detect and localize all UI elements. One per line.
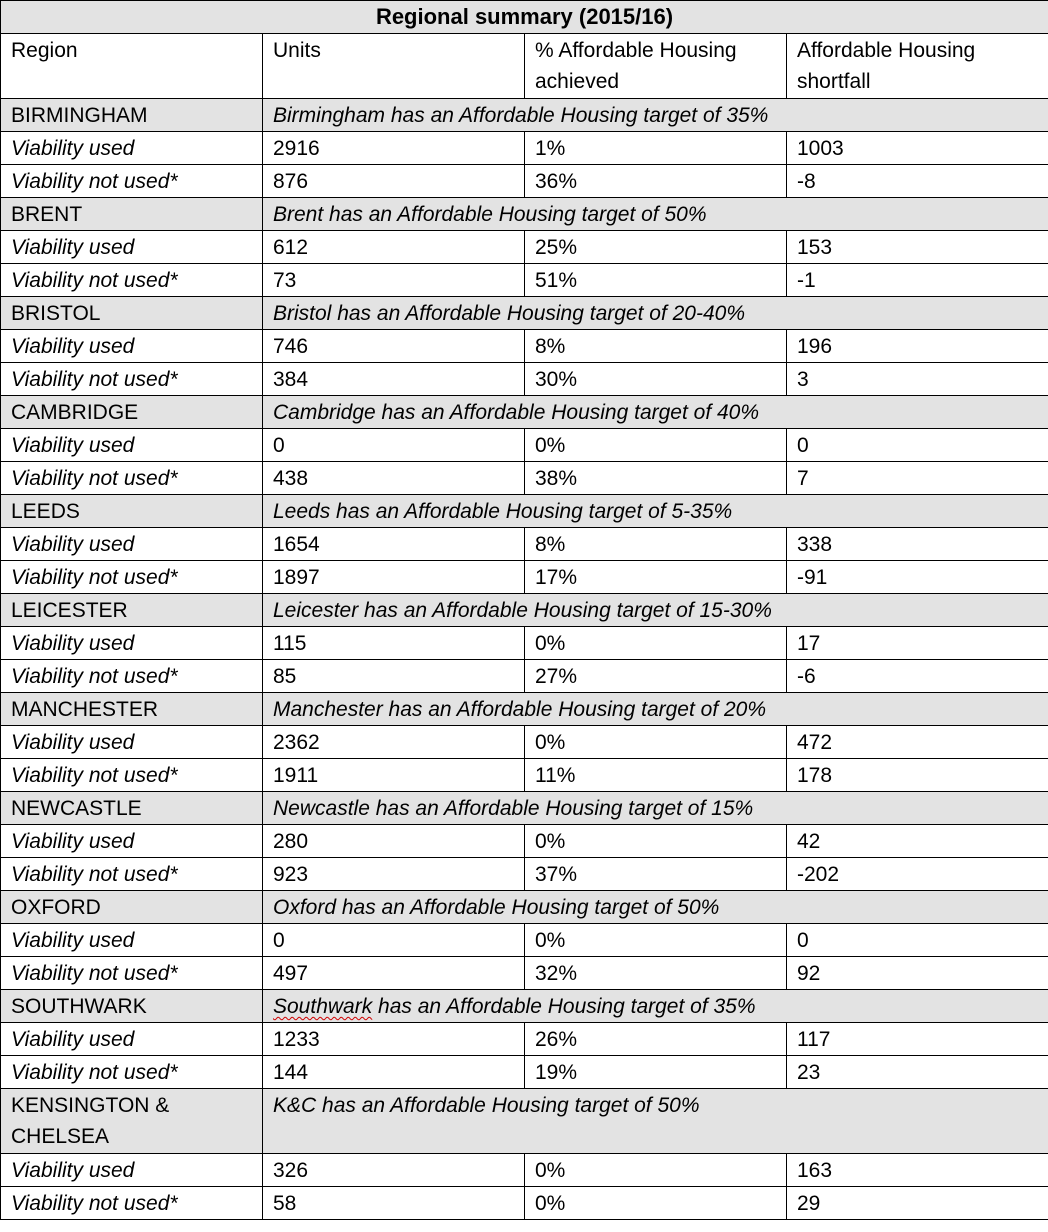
shortfall-cell: 163 bbox=[787, 1154, 1048, 1187]
units-cell: 115 bbox=[263, 627, 525, 660]
units-cell: 2362 bbox=[263, 726, 525, 759]
region-row bbox=[1, 99, 1048, 132]
row-label: Viability used bbox=[1, 330, 263, 363]
region-target-text: has an Affordable Housing target of 15-30% bbox=[358, 599, 772, 622]
region-target-text: has an Affordable Housing target of 5-35% bbox=[330, 500, 733, 523]
region-target-name: Cambridge bbox=[273, 401, 376, 424]
units-cell: 144 bbox=[263, 1056, 525, 1089]
row-label: Viability not used* bbox=[1, 759, 263, 792]
row-label: Viability used bbox=[1, 1023, 263, 1056]
region-target bbox=[263, 792, 1048, 825]
shortfall-cell: 23 bbox=[787, 1056, 1048, 1089]
table-row bbox=[1, 627, 1048, 660]
row-label: Viability used bbox=[1, 924, 263, 957]
region-target bbox=[263, 495, 1048, 528]
region-row bbox=[1, 693, 1048, 726]
shortfall-cell: 178 bbox=[787, 759, 1048, 792]
table-row bbox=[1, 561, 1048, 594]
column-header-units: Units bbox=[263, 34, 525, 99]
region-name: LEEDS bbox=[1, 495, 263, 528]
row-label: Viability used bbox=[1, 429, 263, 462]
region-target-name: Oxford bbox=[273, 896, 337, 919]
pct-achieved-cell: 32% bbox=[525, 957, 787, 990]
shortfall-cell: 338 bbox=[787, 528, 1048, 561]
region-row bbox=[1, 1089, 1048, 1154]
region-target bbox=[263, 297, 1048, 330]
region-target-name: Leeds bbox=[273, 500, 331, 523]
table-row bbox=[1, 1023, 1048, 1056]
region-row bbox=[1, 297, 1048, 330]
region-target-name: Southwark bbox=[273, 995, 373, 1018]
table-row bbox=[1, 858, 1048, 891]
units-cell: 1897 bbox=[263, 561, 525, 594]
region-name: BRENT bbox=[1, 198, 263, 231]
table-row bbox=[1, 330, 1048, 363]
units-cell: 1654 bbox=[263, 528, 525, 561]
units-cell: 58 bbox=[263, 1187, 525, 1220]
region-name: MANCHESTER bbox=[1, 693, 263, 726]
shortfall-cell: 117 bbox=[787, 1023, 1048, 1056]
pct-achieved-cell: 25% bbox=[525, 231, 787, 264]
region-target-text: has an Affordable Housing target of 35% bbox=[385, 104, 769, 127]
shortfall-cell: -202 bbox=[787, 858, 1048, 891]
region-target-text: has an Affordable Housing target of 35% bbox=[372, 995, 756, 1018]
table-row bbox=[1, 759, 1048, 792]
units-cell: 438 bbox=[263, 462, 525, 495]
units-cell: 73 bbox=[263, 264, 525, 297]
shortfall-cell: 17 bbox=[787, 627, 1048, 660]
region-name: SOUTHWARK bbox=[1, 990, 263, 1023]
shortfall-cell: 7 bbox=[787, 462, 1048, 495]
shortfall-cell: 0 bbox=[787, 924, 1048, 957]
units-cell: 384 bbox=[263, 363, 525, 396]
shortfall-cell: -8 bbox=[787, 165, 1048, 198]
units-cell: 1911 bbox=[263, 759, 525, 792]
row-label: Viability used bbox=[1, 528, 263, 561]
units-cell: 612 bbox=[263, 231, 525, 264]
table-row bbox=[1, 660, 1048, 693]
region-target bbox=[263, 198, 1048, 231]
row-label: Viability not used* bbox=[1, 462, 263, 495]
units-cell: 2916 bbox=[263, 132, 525, 165]
row-label: Viability not used* bbox=[1, 561, 263, 594]
region-target bbox=[263, 693, 1048, 726]
shortfall-cell: 29 bbox=[787, 1187, 1048, 1220]
table-row bbox=[1, 1187, 1048, 1220]
row-label: Viability not used* bbox=[1, 1056, 263, 1089]
pct-achieved-cell: 36% bbox=[525, 165, 787, 198]
region-target-text: has an Affordable Housing target of 50% bbox=[316, 1094, 700, 1117]
table-row bbox=[1, 726, 1048, 759]
region-row bbox=[1, 990, 1048, 1023]
table-row bbox=[1, 429, 1048, 462]
region-target bbox=[263, 594, 1048, 627]
units-cell: 85 bbox=[263, 660, 525, 693]
pct-achieved-cell: 0% bbox=[525, 1154, 787, 1187]
table-body bbox=[1, 99, 1048, 1220]
region-target-name: Bristol bbox=[273, 302, 332, 325]
pct-achieved-cell: 0% bbox=[525, 429, 787, 462]
shortfall-cell: 3 bbox=[787, 363, 1048, 396]
region-target bbox=[263, 99, 1048, 132]
region-name: BRISTOL bbox=[1, 297, 263, 330]
region-target-name: Birmingham bbox=[273, 104, 386, 127]
region-target-text: has an Affordable Housing target of 20% bbox=[382, 698, 767, 721]
header-row bbox=[1, 34, 1048, 99]
pct-achieved-cell: 0% bbox=[525, 924, 787, 957]
pct-achieved-cell: 8% bbox=[525, 528, 787, 561]
region-target-text: has an Affordable Housing target of 50% bbox=[336, 896, 720, 919]
region-target-name: Manchester bbox=[273, 698, 383, 721]
shortfall-cell: -1 bbox=[787, 264, 1048, 297]
pct-achieved-cell: 17% bbox=[525, 561, 787, 594]
pct-achieved-cell: 0% bbox=[525, 825, 787, 858]
units-cell: 280 bbox=[263, 825, 525, 858]
table-row bbox=[1, 825, 1048, 858]
region-target bbox=[263, 990, 1048, 1023]
region-row bbox=[1, 495, 1048, 528]
region-target-text: has an Affordable Housing target of 50% bbox=[323, 203, 707, 226]
title-row bbox=[1, 1, 1048, 34]
region-name: BIRMINGHAM bbox=[1, 99, 263, 132]
region-name: KENSINGTON & CHELSEA bbox=[1, 1089, 263, 1154]
region-target-text: has an Affordable Housing target of 40% bbox=[375, 401, 760, 424]
region-target-name: Leicester bbox=[273, 599, 359, 622]
shortfall-cell: -6 bbox=[787, 660, 1048, 693]
table-title: Regional summary (2015/16) bbox=[1, 1, 1048, 34]
region-target bbox=[263, 396, 1048, 429]
row-label: Viability not used* bbox=[1, 858, 263, 891]
pct-achieved-cell: 51% bbox=[525, 264, 787, 297]
shortfall-cell: 1003 bbox=[787, 132, 1048, 165]
table-row bbox=[1, 924, 1048, 957]
pct-achieved-cell: 0% bbox=[525, 627, 787, 660]
region-target bbox=[263, 891, 1048, 924]
pct-achieved-cell: 1% bbox=[525, 132, 787, 165]
units-cell: 923 bbox=[263, 858, 525, 891]
region-row bbox=[1, 198, 1048, 231]
shortfall-cell: 42 bbox=[787, 825, 1048, 858]
units-cell: 0 bbox=[263, 429, 525, 462]
table-row bbox=[1, 132, 1048, 165]
pct-achieved-cell: 27% bbox=[525, 660, 787, 693]
region-row bbox=[1, 594, 1048, 627]
region-row bbox=[1, 792, 1048, 825]
column-header-shortfall: Affordable Housing shortfall bbox=[787, 34, 1048, 99]
table-row bbox=[1, 528, 1048, 561]
shortfall-cell: -91 bbox=[787, 561, 1048, 594]
shortfall-cell: 0 bbox=[787, 429, 1048, 462]
table-row bbox=[1, 363, 1048, 396]
row-label: Viability not used* bbox=[1, 660, 263, 693]
region-target-name: Brent bbox=[273, 203, 324, 226]
pct-achieved-cell: 38% bbox=[525, 462, 787, 495]
region-target-text: has an Affordable Housing target of 15% bbox=[369, 797, 754, 820]
units-cell: 1233 bbox=[263, 1023, 525, 1056]
units-cell: 746 bbox=[263, 330, 525, 363]
region-target bbox=[263, 1089, 1048, 1154]
region-name: NEWCASTLE bbox=[1, 792, 263, 825]
units-cell: 0 bbox=[263, 924, 525, 957]
pct-achieved-cell: 0% bbox=[525, 1187, 787, 1220]
region-name: CAMBRIDGE bbox=[1, 396, 263, 429]
pct-achieved-cell: 26% bbox=[525, 1023, 787, 1056]
row-label: Viability used bbox=[1, 132, 263, 165]
row-label: Viability not used* bbox=[1, 1187, 263, 1220]
region-name: OXFORD bbox=[1, 891, 263, 924]
row-label: Viability used bbox=[1, 726, 263, 759]
shortfall-cell: 472 bbox=[787, 726, 1048, 759]
region-row bbox=[1, 891, 1048, 924]
region-target-name: K&C bbox=[273, 1094, 317, 1117]
pct-achieved-cell: 8% bbox=[525, 330, 787, 363]
region-target-name: Newcastle bbox=[273, 797, 370, 820]
shortfall-cell: 196 bbox=[787, 330, 1048, 363]
row-label: Viability used bbox=[1, 1154, 263, 1187]
pct-achieved-cell: 19% bbox=[525, 1056, 787, 1089]
row-label: Viability used bbox=[1, 231, 263, 264]
region-name: LEICESTER bbox=[1, 594, 263, 627]
table-row bbox=[1, 231, 1048, 264]
pct-achieved-cell: 30% bbox=[525, 363, 787, 396]
row-label: Viability used bbox=[1, 825, 263, 858]
pct-achieved-cell: 37% bbox=[525, 858, 787, 891]
row-label: Viability used bbox=[1, 627, 263, 660]
row-label: Viability not used* bbox=[1, 363, 263, 396]
pct-achieved-cell: 0% bbox=[525, 726, 787, 759]
table-row bbox=[1, 957, 1048, 990]
shortfall-cell: 153 bbox=[787, 231, 1048, 264]
shortfall-cell: 92 bbox=[787, 957, 1048, 990]
region-target-text: has an Affordable Housing target of 20-40% bbox=[331, 302, 746, 325]
pct-achieved-cell: 11% bbox=[525, 759, 787, 792]
row-label: Viability not used* bbox=[1, 264, 263, 297]
table-row bbox=[1, 462, 1048, 495]
region-row bbox=[1, 396, 1048, 429]
table-row bbox=[1, 1154, 1048, 1187]
units-cell: 876 bbox=[263, 165, 525, 198]
table-row bbox=[1, 264, 1048, 297]
row-label: Viability not used* bbox=[1, 957, 263, 990]
units-cell: 497 bbox=[263, 957, 525, 990]
units-cell: 326 bbox=[263, 1154, 525, 1187]
column-header-pct-achieved: % Affordable Housing achieved bbox=[525, 34, 787, 99]
table-row bbox=[1, 165, 1048, 198]
table-row bbox=[1, 1056, 1048, 1089]
column-header-region: Region bbox=[1, 34, 263, 99]
row-label: Viability not used* bbox=[1, 165, 263, 198]
